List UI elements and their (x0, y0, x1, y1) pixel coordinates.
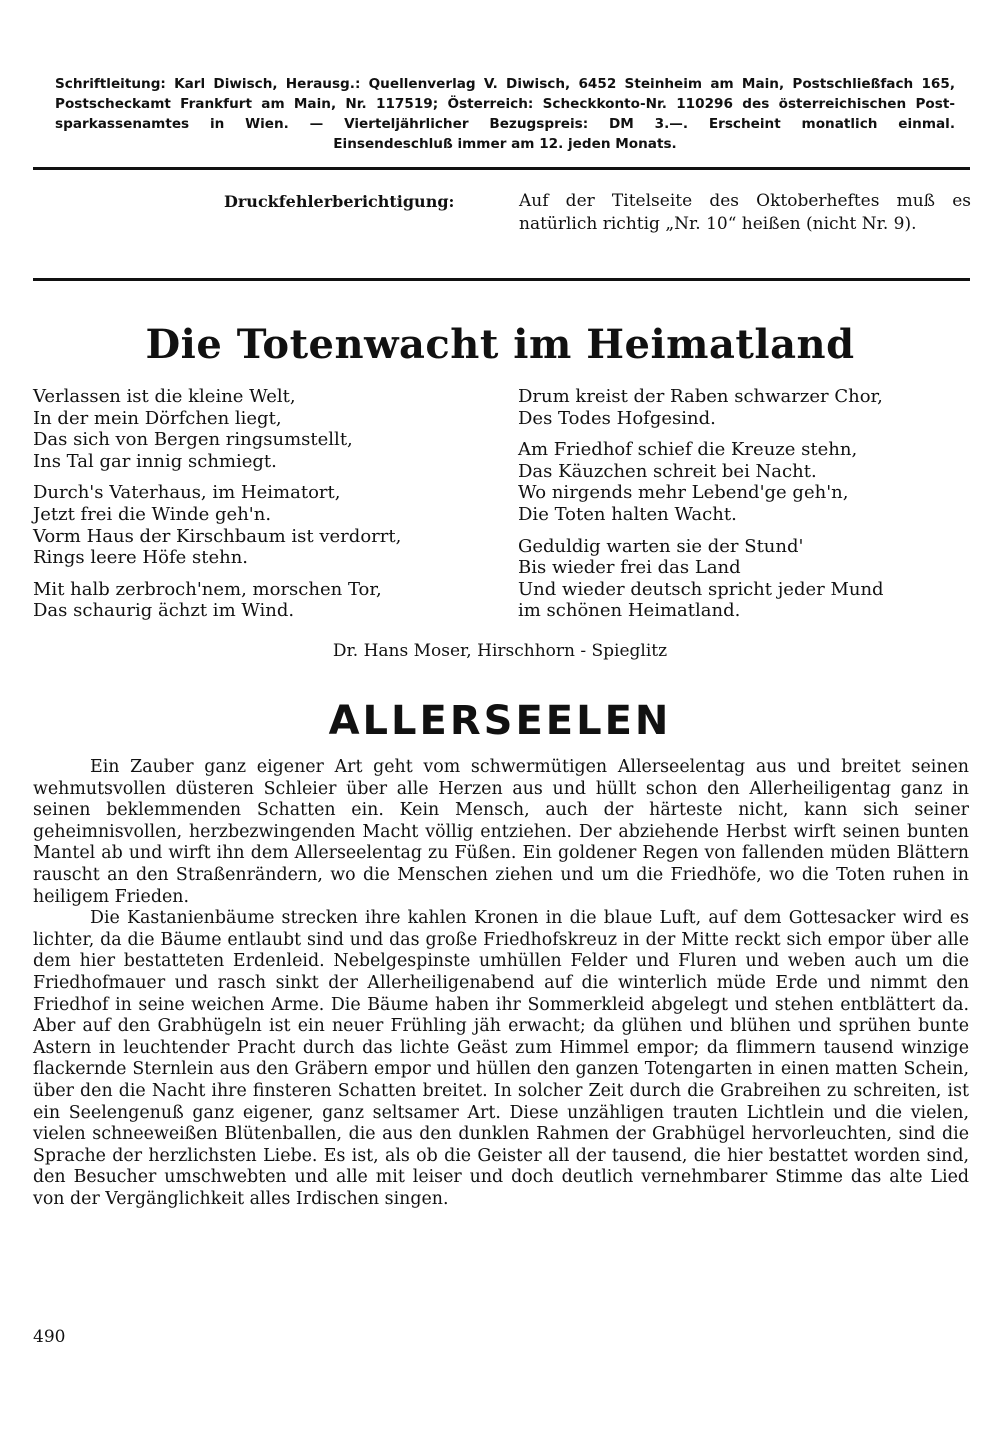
correction-text: Auf der Titelseite des Oktoberheftes muß es natürlich richtig „Nr. 10“ heißen (nicht Nr. 9). (519, 191, 971, 234)
poem-stanza (33, 579, 483, 622)
poem-stanza (33, 386, 483, 472)
poem-left-column (33, 386, 483, 632)
masthead (55, 74, 955, 154)
poem-verse: Des Todes Hofgesind. (518, 407, 716, 429)
poem-verse: Mit halb zerbroch'nem, morschen Tor, (33, 578, 382, 600)
correction-divider (33, 278, 970, 281)
poem-stanza (518, 386, 968, 429)
poem-verse: Geduldig warten sie der Stund' (518, 535, 804, 557)
poem-right-column (518, 386, 968, 632)
article-paragraph: Ein Zauber ganz eigener Art geht vom schwermütigen Allerseelentag aus und breitet seinen wehmutsvollen düsteren Schleier über alle Herzen aus und hüllt schon den Allerheiligentag ganz in seinen beklemmenden Schatten ein. Kein Mensch, auch der härteste nicht, kann sich seiner geheimnisvollen, herzbezwingenden Macht völlig entziehen. Der abziehende Herbst wirft seinen bunten Mantel ab und wirft ihn dem Allerseelentag zu Füßen. Ein goldener Regen von fallenden müden Blättern rauscht an den Straßenrändern, wo die Menschen ziehen und um die Friedhöfe, wo die Toten ruhen in heiligem Frieden. (33, 757, 969, 907)
poem-verse: Drum kreist der Raben schwarzer Chor, (518, 386, 883, 407)
poem-stanza (518, 439, 968, 525)
poem-verse: Das schaurig ächzt im Wind. (33, 600, 295, 622)
poem-verse: Ins Tal gar innig schmiegt. (33, 450, 277, 472)
poem-verse: Am Friedhof schief die Kreuze stehn, (518, 439, 858, 461)
article-paragraph: Die Kastanienbäume strecken ihre kahlen Kronen in die blaue Luft, auf dem Gottesacker wird es lichter, da die Bäume entlaubt sind und das große Friedhofskreuz in der Mitte reckt sich empor über alle dem hier bestatteten Erdenleid. Nebelgespinste umhüllen Felder und Fluren und weben auch um die Friedhofmauer und rasch sinkt der Allerheiligenabend auf die winterlich müde Erde und nimmt den Friedhof in seine weichen Arme. Die Bäume haben ihr Sommerkleid abgelegt und stehen entblättert da. Aber auf den Grabhügeln ist ein neuer Frühling jäh erwacht; da glühen und blühen und sprühen bunte Astern in leuchtender Pracht durch das lichte Geäst zum Himmel empor; da flimmern tausend winzige flackernde Sternlein aus den Gräbern empor und hüllen den ganzen Totengarten in einen matten Schein, über den die Nacht ihre finsteren Schatten breitet. In solcher Zeit durch die Grabreihen zu schreiten, ist ein Seelengenuß ganz eigener, ganz seltsamer Art. Diese unzähligen trauten Lichtlein und die vielen, vielen schneeweißen Blütenballen, die aus den dunklen Rahmen der Grabhügel hervorleuchten, sind die Sprache der herzlichsten Liebe. Es ist, als ob die Geister all der tausend, die hier bestattet worden sind, den Besucher umschwebten und alle mit leiser und doch deutlich vernehmbarer Stimme das alte Lied von der Vergänglichkeit alles Irdischen singen. (33, 908, 969, 1209)
poem-verse: Vorm Haus der Kirschbaum ist verdorrt, (33, 525, 402, 547)
poem-verse: im schönen Heimatland. (518, 600, 741, 622)
poem-stanza (33, 482, 483, 568)
masthead-line-2: Postscheckamt Frankfurt am Main, Nr. 117519; Österreich: Scheckkonto-Nr. 110296 des österreichischen Post- (55, 96, 955, 112)
poem-verse: Durch's Vaterhaus, im Heimatort, (33, 482, 341, 504)
poem-verse: Verlassen ist die kleine Welt, (33, 386, 296, 407)
poem-verse: Jetzt frei die Winde geh'n. (33, 503, 272, 525)
masthead-divider (33, 167, 970, 170)
article-body (33, 757, 969, 1210)
masthead-line-4: Einsendeschluß immer am 12. jeden Monats. (333, 136, 677, 152)
poem-verse: Rings leere Höfe stehn. (33, 547, 249, 569)
poem-verse: Das Käuzchen schreit bei Nacht. (518, 460, 817, 482)
article-title: ALLERSEELEN (328, 698, 672, 744)
poem-verse: Und wieder deutsch spricht jeder Mund (518, 578, 884, 600)
poem-title: Die Totenwacht im Heimatland (145, 321, 855, 368)
page-number: 490 (33, 1327, 66, 1347)
poem-verse: In der mein Dörfchen liegt, (33, 407, 282, 429)
poem-verse: Wo nirgends mehr Lebend'ge geh'n, (518, 482, 849, 504)
poem-verse: Das sich von Bergen ringsumstellt, (33, 429, 353, 451)
masthead-line-1: Schriftleitung: Karl Diwisch, Herausg.: Quellenverlag V. Diwisch, 6452 Steinheim am Main, Postschließfach 165, (55, 76, 955, 92)
poem-verse: Die Toten halten Wacht. (518, 503, 737, 525)
poem-stanza (518, 536, 968, 622)
poem-author: Dr. Hans Moser, Hirschhorn - Spieglitz (332, 641, 668, 661)
correction-label: Druckfehlerberichtigung: (224, 192, 455, 211)
masthead-line-3: sparkassenamtes in Wien. — Vierteljährlicher Bezugspreis: DM 3.—. Erscheint monatlich einmal. (55, 116, 955, 132)
poem-verse: Bis wieder frei das Land (518, 557, 741, 579)
